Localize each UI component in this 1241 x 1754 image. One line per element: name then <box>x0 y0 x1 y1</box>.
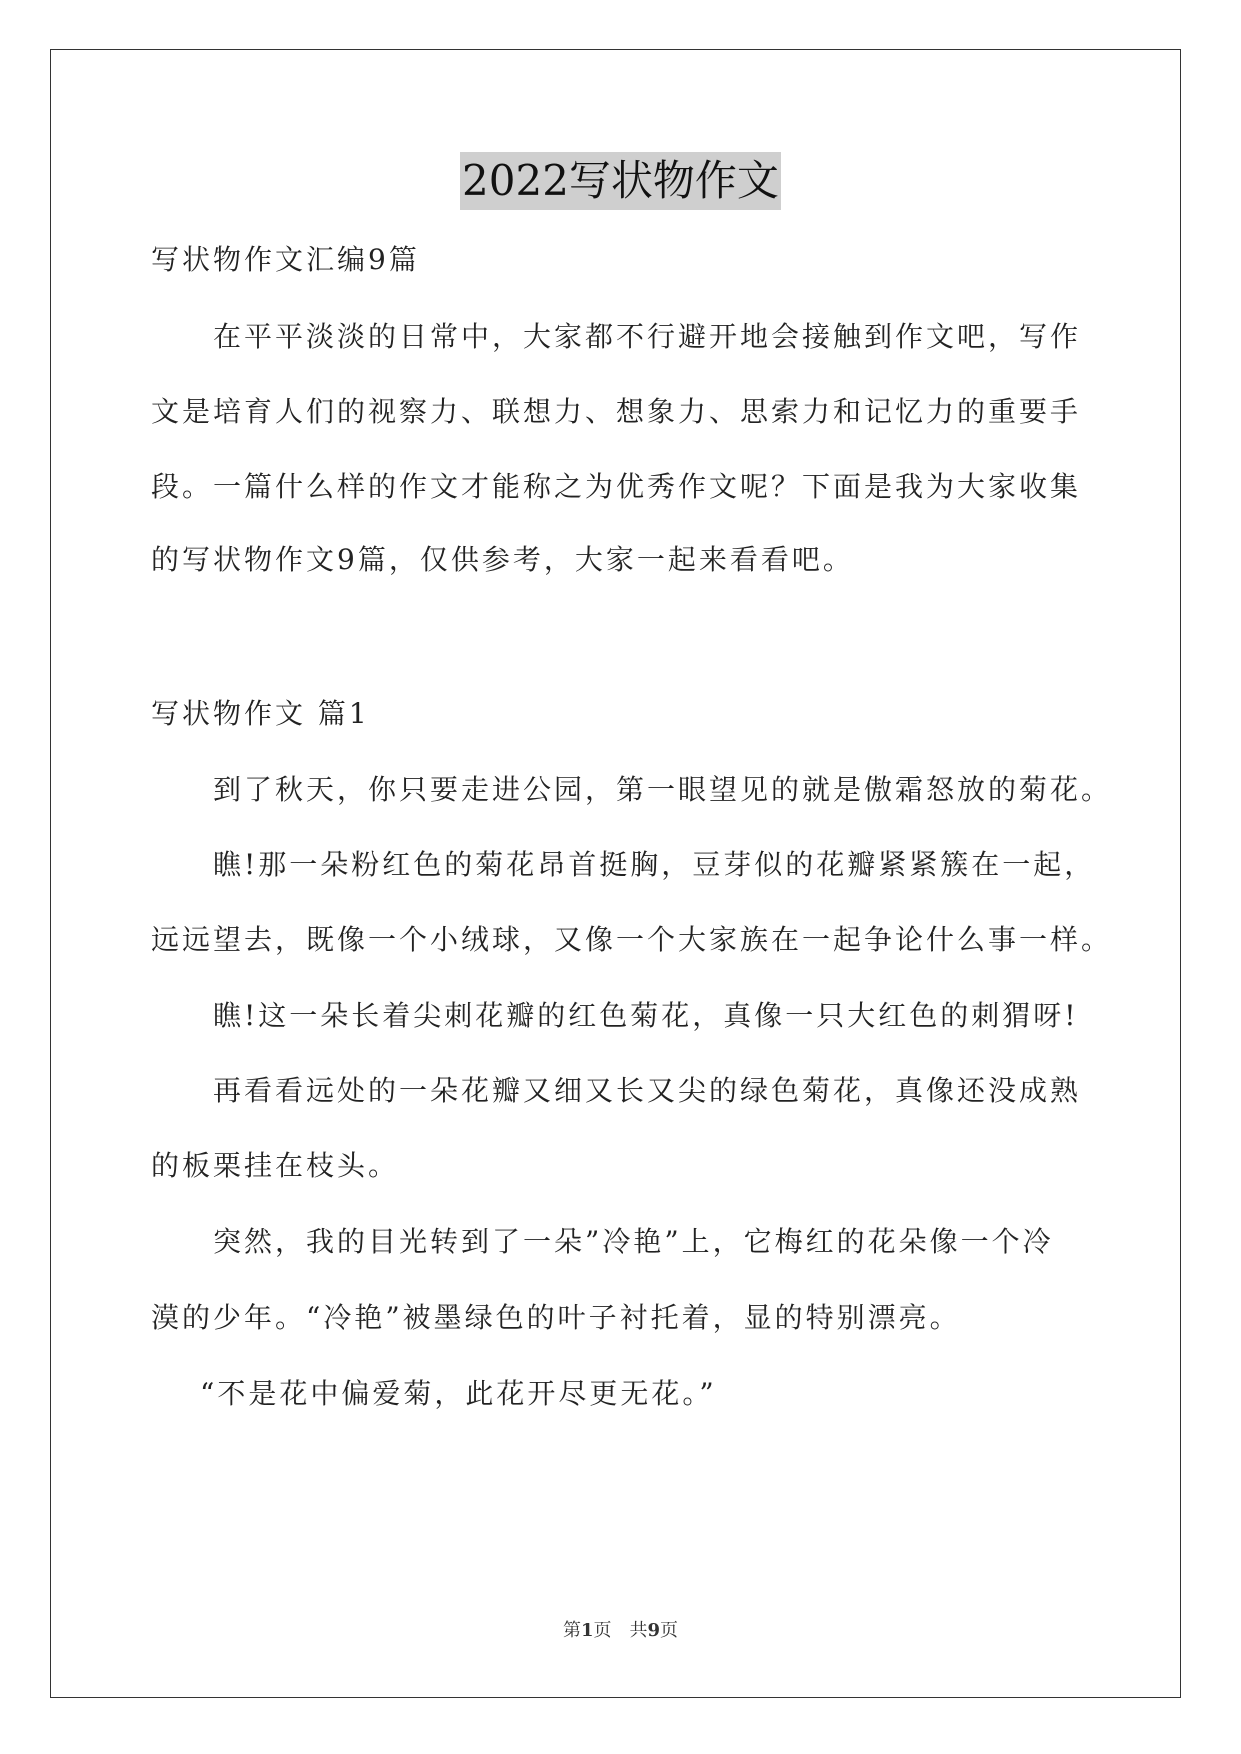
intro-line-2: 文是培育人们的视察力、联想力、想象力、思索力和记忆力的重要手 <box>151 395 1082 428</box>
intro-line-4: 的写状物作文9篇，仅供参考，大家一起来看看吧。 <box>151 543 854 576</box>
page-footer <box>0 1616 1241 1642</box>
intro-line-3: 段。一篇什么样的作文才能称之为优秀作文呢？下面是我为大家收集 <box>151 470 1082 503</box>
body-line-9: “不是花中偏爱菊，此花开尽更无花。” <box>200 1377 717 1410</box>
body-line-3: 远远望去，既像一个小绒球，又像一个大家族在一起争论什么事一样。 <box>151 923 1113 956</box>
footer-prefix: 第 <box>562 1620 581 1641</box>
body-line-8: 漠的少年。“冷艳”被墨绿色的叶子衬托着，显的特别漂亮。 <box>151 1301 961 1334</box>
subtitle: 写状物作文汇编9篇 <box>151 243 420 276</box>
body-line-4: 瞧!这一朵长着尖刺花瓣的红色菊花，真像一只大红色的刺猬呀! <box>213 999 1079 1032</box>
section-heading: 写状物作文 篇1 <box>151 697 370 730</box>
intro-line-1: 在平平淡淡的日常中，大家都不行避开地会接触到作文吧，写作 <box>213 320 1082 353</box>
footer-suffix: 页 <box>660 1620 679 1641</box>
document-title: 2022写状物作文 <box>460 152 781 210</box>
body-line-6: 的板栗挂在枝头。 <box>151 1149 400 1182</box>
body-line-7: 突然，我的目光转到了一朵”冷艳”上，它梅红的花朵像一个冷 <box>213 1225 1054 1258</box>
footer-mid: 页 共 <box>593 1620 648 1641</box>
body-line-5: 再看看远处的一朵花瓣又细又长又尖的绿色菊花，真像还没成熟 <box>213 1074 1082 1107</box>
body-line-2: 瞧!那一朵粉红色的菊花昂首挺胸，豆芽似的花瓣紧紧簇在一起， <box>213 848 1096 881</box>
total-page-number: 9 <box>647 1620 661 1641</box>
current-page-number: 1 <box>580 1620 594 1641</box>
title-container <box>0 152 1241 210</box>
body-line-1: 到了秋天，你只要走进公园，第一眼望见的就是傲霜怒放的菊花。 <box>213 773 1113 806</box>
